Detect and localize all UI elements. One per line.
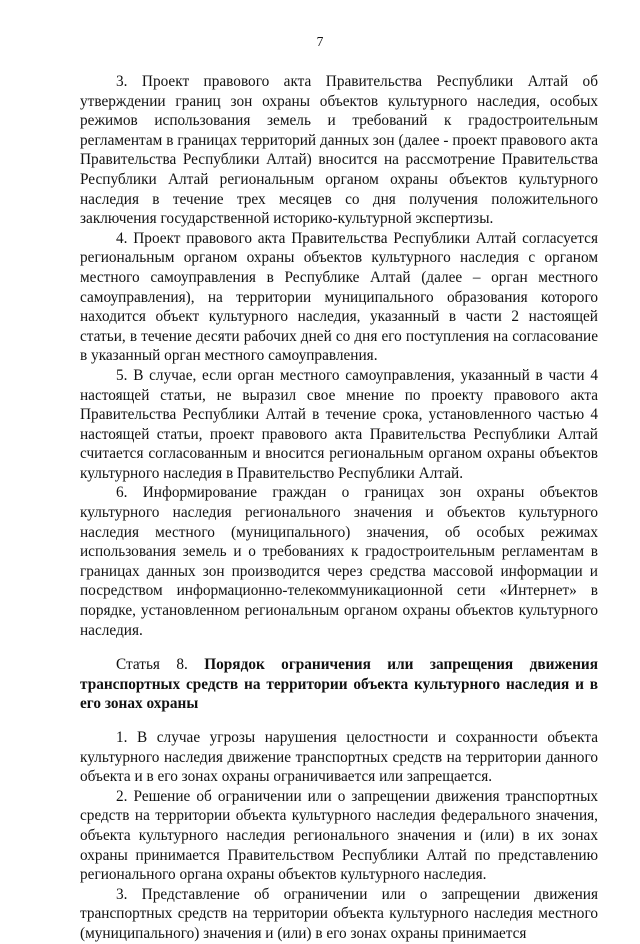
article-8-paragraph-3: 3. Представление об ограничении или о запрещении движения транспортных средств на территории объекта культурного наследия местного (муниципального) значения и (или) в его зонах охраны принимается xyxy=(80,885,598,942)
paragraph-4: 4. Проект правового акта Правительства Республики Алтай согласуется региональным органом охраны объектов культурного наследия с органом местного самоуправления в Республике Алтай (далее – орган местного самоуправления), на территории муниципального образования которого находится объект культурного наследия, указанный в части 2 настоящей статьи, в течение десяти рабочих дней со дня его поступления на согласование в указанный орган местного самоуправления. xyxy=(80,229,598,365)
article-title: Порядок ограничения или запрещения движения транспортных средств на территории объекта культурного наследия и в его зонах охраны xyxy=(80,656,598,713)
paragraph-5: 5. В случае, если орган местного самоуправления, указанный в части 4 настоящей статьи, не выразил свое мнение по проекту правового акта Правительства Республики Алтай в течение срока, установленного частью 4 настоящей статьи, проект правового акта Правительства Республики Алтай считается согласованным и вносится региональным органом охраны объектов культурного наследия в Правительство Республики Алтай. xyxy=(80,366,598,482)
article-8-paragraph-1: 1. В случае угрозы нарушения целостности и сохранности объекта культурного наследия движение транспортных средств на территории данного объекта и в его зонах охраны ограничивается или запрещается. xyxy=(80,729,598,786)
page-number: 7 xyxy=(316,34,324,49)
paragraph-3: 3. Проект правового акта Правительства Республики Алтай об утверждении границ зон охраны объектов культурного наследия, особых режимов использования земель и требований к градостроительным регламентам в границах территорий данных зон (далее - проект правового акта Правительства Республики Алтай) вносится на рассмотрение Правительства Республики Алтай региональным органом охраны объектов культурного наследия в течение трех месяцев со дня получения положительного заключения государственной историко-культурной экспертизы. xyxy=(80,73,598,228)
paragraph-6: 6. Информирование граждан о границах зон охраны объектов культурного наследия регионального значения и объектов культурного наследия местного (муниципального) значения, об особых режимах использования земель и о требованиях к градостроительным регламентам в границах данных зон производится через средства массовой информации и посредством информационно-телекоммуникационной сети «Интернет» в порядке, установленном региональным органом охраны объектов культурного наследия. xyxy=(80,484,598,639)
article-heading xyxy=(80,655,598,714)
article-8-paragraph-2: 2. Решение об ограничении или о запрещении движения транспортных средств на территории объекта культурного наследия федерального значения, объекта культурного наследия регионального значения и (или) в их зонах охраны принимается Правительством Республики Алтай по представлению регионального органа охраны объектов культурного наследия. xyxy=(80,787,598,884)
document-body xyxy=(80,72,598,944)
article-prefix: Статья 8. xyxy=(116,656,188,674)
